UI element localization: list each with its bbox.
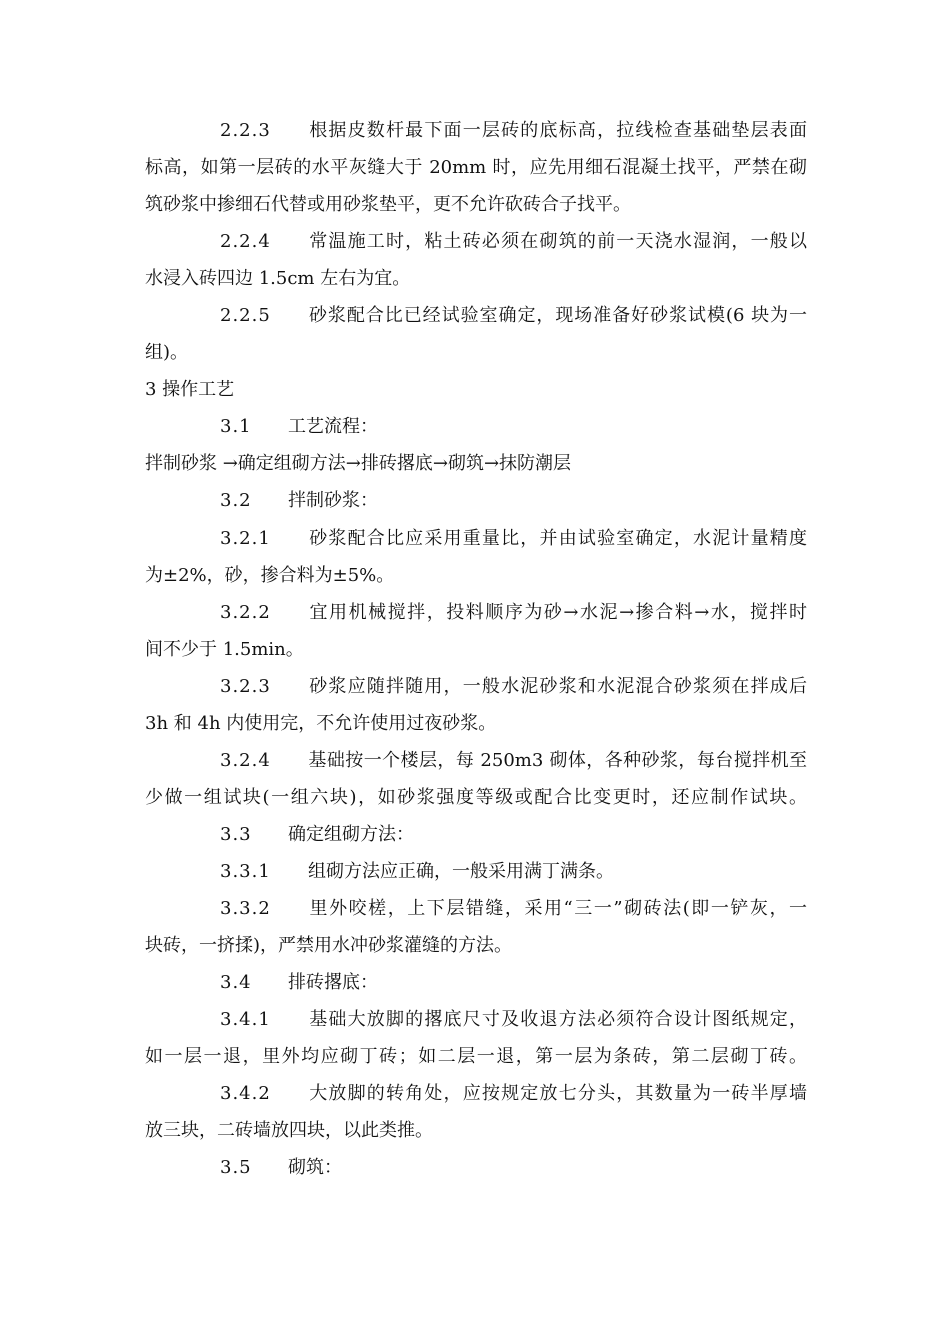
paragraph-2-2-5-line-1 — [220, 303, 807, 329]
paragraph-text: 大放脚的转角处，应按规定放七分头，其数量为一砖半厚墙 — [308, 1083, 807, 1104]
paragraph-text: 根据皮数杆最下面一层砖的底标高，拉线检查基础垫层表面 — [308, 120, 807, 141]
paragraph-text: 组砌方法应正确，一般采用满丁满条。 — [308, 861, 614, 882]
process-flow: 拌制砂浆 →确定组砌方法→排砖撂底→砌筑→抹防潮层 — [145, 453, 572, 474]
paragraph-2-2-3-line-3: 筑砂浆中掺细石代替或用砂浆垫平，更不允许砍砖合子找平。 — [145, 194, 631, 215]
clause-number: 3.4.2 — [220, 1083, 271, 1104]
paragraph-text: 砂浆配合比已经试验室确定，现场准备好砂浆试模(6 块为一 — [308, 305, 807, 326]
subsection-3-4 — [220, 970, 807, 996]
paragraph-3-2-3-line-2: 3h 和 4h 内使用完，不允许使用过夜砂浆。 — [145, 713, 497, 734]
paragraph-3-2-3-line-1 — [220, 674, 807, 700]
clause-number: 3.3 — [220, 824, 252, 845]
paragraph-2-2-4-line-2: 水浸入砖四边 1.5cm 左右为宜。 — [145, 268, 411, 289]
subsection-title: 排砖撂底： — [288, 972, 378, 993]
clause-number: 2.2.5 — [220, 305, 271, 326]
clause-number: 3.4 — [220, 972, 252, 993]
paragraph-text: 常温施工时，粘土砖必须在砌筑的前一天浇水湿润，一般以 — [308, 231, 807, 252]
section-heading-3: 3 操作工艺 — [145, 379, 235, 400]
subsection-3-3 — [220, 822, 807, 848]
clause-number: 3.2.3 — [220, 676, 271, 697]
paragraph-text: 基础大放脚的撂底尺寸及收退方法必须符合设计图纸规定， — [308, 1009, 807, 1030]
paragraph-3-4-1-line-2: 如一层一退，里外均应砌丁砖；如二层一退，第一层为条砖，第二层砌丁砖。 — [145, 1046, 807, 1067]
clause-number: 3.2 — [220, 490, 252, 511]
subsection-3-5 — [220, 1155, 807, 1181]
paragraph-3-2-4-line-1 — [220, 748, 807, 774]
paragraph-3-4-2-line-1 — [220, 1081, 807, 1107]
paragraph-3-2-1-line-1 — [220, 526, 807, 552]
clause-number: 3.2.1 — [220, 528, 271, 549]
paragraph-3-4-1-line-1 — [220, 1007, 807, 1033]
paragraph-text: 砂浆应随拌随用，一般水泥砂浆和水泥混合砂浆须在拌成后 — [308, 676, 807, 697]
paragraph-3-2-2-line-2: 间不少于 1.5min。 — [145, 639, 304, 660]
subsection-title: 砌筑： — [288, 1157, 342, 1178]
paragraph-3-3-2-line-1 — [220, 896, 807, 922]
paragraph-3-2-4-line-2: 少做一组试块(一组六块)，如砂浆强度等级或配合比变更时，还应制作试块。 — [145, 787, 807, 808]
subsection-title: 确定组砌方法： — [288, 824, 414, 845]
subsection-3-2 — [220, 488, 807, 514]
paragraph-text: 基础按一个楼层，每 250m3 砌体，各种砂浆，每台搅拌机至 — [308, 750, 807, 771]
clause-number: 3.1 — [220, 416, 252, 437]
paragraph-2-2-3-line-1 — [220, 118, 807, 144]
paragraph-text: 宜用机械搅拌，投料顺序为砂→水泥→掺合料→水，搅拌时 — [308, 602, 807, 623]
paragraph-3-4-2-line-2: 放三块，二砖墙放四块，以此类推。 — [145, 1120, 433, 1141]
paragraph-3-3-2-line-2: 块砖，一挤揉)，严禁用水冲砂浆灌缝的方法。 — [145, 935, 513, 956]
paragraph-2-2-4-line-1 — [220, 229, 807, 255]
clause-number: 3.4.1 — [220, 1009, 271, 1030]
clause-number: 3.3.1 — [220, 861, 271, 882]
subsection-title: 拌制砂浆： — [288, 490, 378, 511]
paragraph-3-3-1-line-1 — [220, 859, 807, 885]
paragraph-3-2-1-line-2: 为±2%，砂，掺合料为±5%。 — [145, 565, 395, 586]
subsection-3-1 — [220, 414, 807, 440]
paragraph-3-2-2-line-1 — [220, 600, 807, 626]
paragraph-text: 砂浆配合比应采用重量比，并由试验室确定，水泥计量精度 — [308, 528, 807, 549]
subsection-title: 工艺流程： — [288, 416, 378, 437]
clause-number: 3.2.4 — [220, 750, 271, 771]
clause-number: 2.2.3 — [220, 120, 271, 141]
clause-number: 2.2.4 — [220, 231, 271, 252]
paragraph-2-2-3-line-2: 标高，如第一层砖的水平灰缝大于 20mm 时，应先用细石混凝土找平，严禁在砌 — [145, 157, 807, 178]
clause-number: 3.5 — [220, 1157, 252, 1178]
clause-number: 3.2.2 — [220, 602, 271, 623]
paragraph-text: 里外咬槎，上下层错缝，采用“三一”砌砖法(即一铲灰，一 — [308, 898, 807, 919]
clause-number: 3.3.2 — [220, 898, 271, 919]
paragraph-2-2-5-line-2: 组)。 — [145, 342, 189, 363]
